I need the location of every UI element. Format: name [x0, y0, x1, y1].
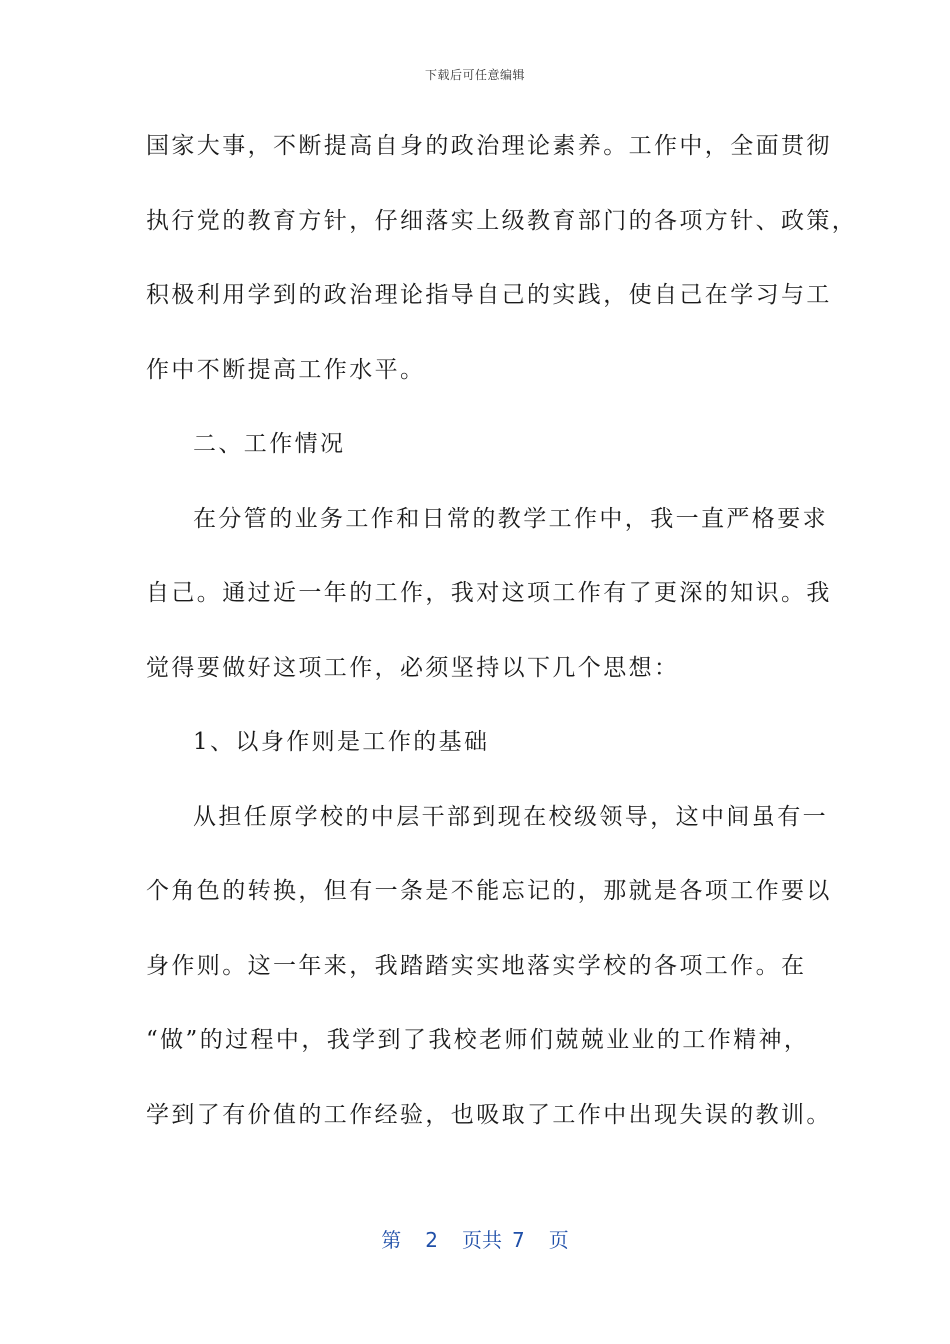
body-line: 个角色的转换，但有一条是不能忘记的，那就是各项工作要以	[146, 878, 832, 904]
footer-suffix: 页	[548, 1228, 569, 1252]
body-line: 身作则。这一年来，我踏踏实实地落实学校的各项工作。在	[146, 952, 807, 979]
body-line: 学到了有价值的工作经验，也吸取了工作中出现失误的教训。	[146, 1101, 832, 1128]
footer-total-pages: 7	[512, 1228, 525, 1252]
footer-middle: 页共	[462, 1228, 502, 1252]
body-line: 国家大事，不断提高自身的政治理论素养。工作中，全面贯彻	[146, 133, 832, 159]
page-footer	[0, 1224, 950, 1253]
body-line: 觉得要做好这项工作，必须坚持以下几个思想：	[146, 654, 680, 681]
body-line: 从担任原学校的中层干部到现在校级领导，这中间虽有一	[193, 803, 828, 830]
section-heading: 二、工作情况	[193, 431, 346, 457]
footer-prefix: 第	[381, 1228, 402, 1252]
body-line: 自己。通过近一年的工作，我对这项工作有了更深的知识。我	[146, 580, 832, 606]
subsection-heading: 1、以身作则是工作的基础	[193, 729, 490, 755]
body-line: “做”的过程中，我学到了我校老师们兢兢业业的工作精神，	[146, 1027, 810, 1053]
body-line: 在分管的业务工作和日常的教学工作中，我一直严格要求	[193, 505, 828, 532]
body-line: 执行党的教育方针，仔细落实上级教育部门的各项方针、政策，	[146, 207, 858, 234]
body-line: 作中不断提高工作水平。	[146, 356, 426, 383]
footer-page-number: 2	[425, 1228, 438, 1252]
document-body	[146, 118, 858, 1161]
body-line: 积极利用学到的政治理论指导自己的实践，使自己在学习与工	[146, 282, 832, 308]
header-note: 下载后可任意编辑	[424, 68, 525, 82]
